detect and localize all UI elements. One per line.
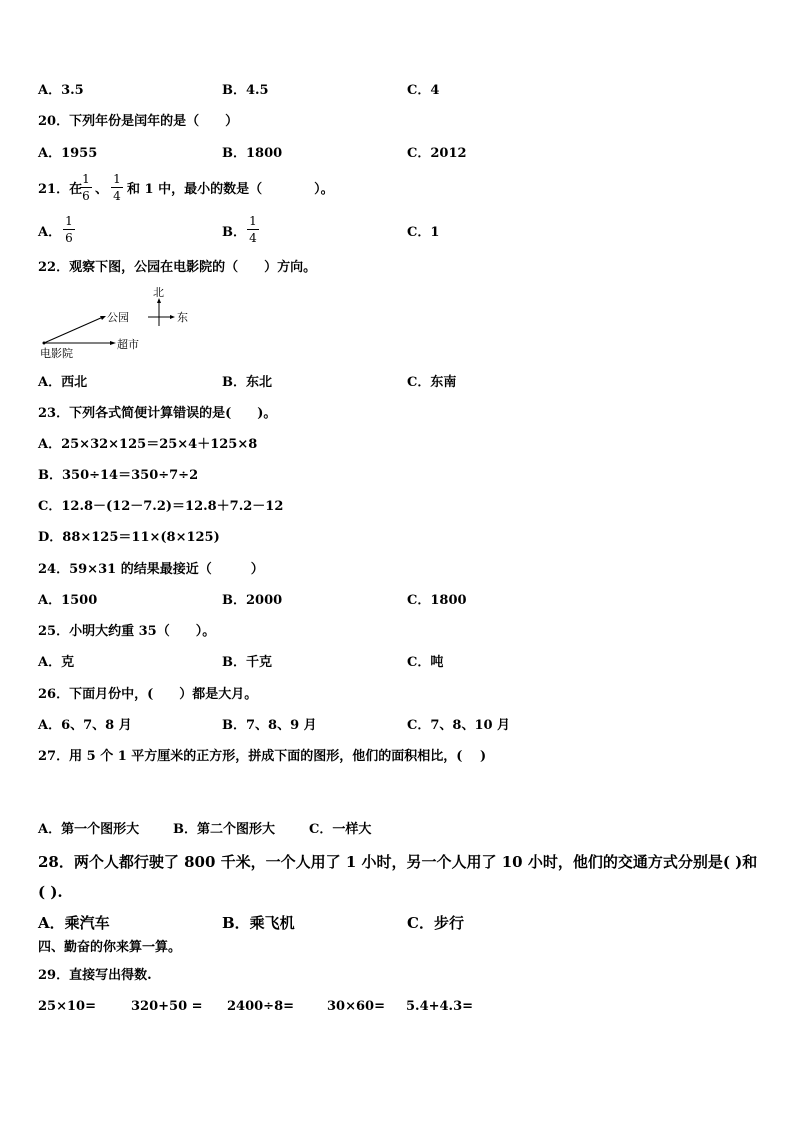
q23-option-d: D．88×125＝11×(8×125): [38, 530, 220, 545]
q27-option-c: C．一样大: [309, 822, 372, 837]
q24-option-b: B．2000: [222, 593, 283, 608]
q21-fraction-1: [80, 172, 92, 203]
q28-option-a: A．乘汽车: [38, 914, 110, 932]
q24-option-a: A．1500: [38, 593, 98, 608]
q29-item-2: 320+50 =: [131, 999, 203, 1014]
q26-option-a: A．6、7、8 月: [38, 718, 132, 733]
q21-stem-suffix: 和 1 中，最小的数是（ ）。: [127, 182, 334, 197]
q20-option-b: B．1800: [222, 146, 283, 161]
q25-stem: 25．小明大约重 35（ ）。: [38, 624, 216, 639]
q21-fraction-2: [111, 172, 123, 203]
q21-separator: 、: [95, 182, 109, 197]
q21-option-c: C．1: [407, 225, 440, 240]
q20-option-a: A．1955: [38, 146, 98, 161]
q22-direction-diagram: [36, 284, 196, 364]
q21-fraction-1-denominator: 6: [82, 189, 90, 203]
q28-option-b: B．乘飞机: [222, 914, 295, 932]
q20-option-c: C．2012: [407, 146, 467, 161]
q19-option-c: C．4: [407, 83, 440, 98]
q23-stem: 23．下列各式简便计算错误的是( )。: [38, 406, 277, 421]
q22-stem: 22．观察下图，公园在电影院的（ ）方向。: [38, 260, 317, 275]
q28-stem-line-2: ( ).: [38, 883, 63, 901]
q25-option-b: B．千克: [222, 655, 272, 670]
q21-stem-prefix: 21．在: [38, 182, 83, 197]
q20-stem: 20．下列年份是闰年的是（ ）: [38, 114, 239, 129]
market-label: 超市: [117, 338, 139, 351]
compass-east-label: 东: [177, 311, 188, 324]
q26-option-c: C．7、8、10 月: [407, 718, 511, 733]
q29-item-4: 30×60=: [327, 999, 385, 1014]
q21-fraction-2-denominator: 4: [113, 189, 121, 203]
q24-option-c: C．1800: [407, 593, 467, 608]
q21-option-a-fraction: [63, 214, 75, 245]
q22-option-b: B．东北: [222, 375, 272, 390]
q27-stem: 27．用 5 个 1 平方厘米的正方形，拼成下面的图形，他们的面积相比，( ): [38, 749, 487, 764]
q19-option-b: B．4.5: [222, 83, 269, 98]
park-label: 公园: [107, 311, 129, 324]
q25-option-a: A．克: [38, 655, 75, 670]
q21-fraction-2-numerator: 1: [111, 172, 123, 188]
q26-stem: 26．下面月份中，( ）都是大月。: [38, 687, 258, 702]
q23-option-c: C．12.8－(12－7.2)＝12.8＋7.2－12: [38, 499, 284, 514]
q23-option-a: A．25×32×125＝25×4＋125×8: [38, 437, 258, 452]
q27-option-b: B．第二个图形大: [173, 822, 275, 837]
q25-option-c: C．吨: [407, 655, 444, 670]
cinema-point: [43, 342, 46, 345]
q21-option-a-label: A．: [38, 225, 62, 240]
q29-item-1: 25×10=: [38, 999, 96, 1014]
section-4-title: 四、勤奋的你来算一算。: [38, 940, 182, 955]
q27-option-a: A．第一个图形大: [38, 822, 140, 837]
cinema-label: 电影院: [40, 347, 73, 360]
q19-option-a: A．3.5: [38, 83, 84, 98]
q21-option-a-numerator: 1: [63, 214, 75, 230]
cinema-park-line: [44, 317, 103, 343]
q21-option-b-denominator: 4: [249, 231, 257, 245]
q21-option-b-numerator: 1: [247, 214, 259, 230]
q22-option-a: A．西北: [38, 375, 88, 390]
q26-option-b: B．7、8、9 月: [222, 718, 317, 733]
q21-option-b-fraction: [247, 214, 259, 245]
q28-stem-line-1: 28．两个人都行驶了 800 千米，一个人用了 1 小时，另一个人用了 10 小时，他们的交通方式分别是( )和: [38, 853, 758, 871]
q23-option-b: B．350÷14＝350÷7÷2: [38, 468, 199, 483]
q24-stem: 24．59×31 的结果最接近（ ）: [38, 562, 264, 577]
q21-fraction-1-numerator: 1: [80, 172, 92, 188]
q29-item-3: 2400÷8=: [227, 999, 295, 1014]
market-arrow-icon: [110, 341, 116, 345]
q21-option-b-label: B．: [222, 225, 246, 240]
q28-option-c: C．步行: [407, 914, 464, 932]
q29-item-5: 5.4+4.3=: [406, 999, 474, 1014]
east-arrow-icon: [170, 315, 175, 319]
q22-option-c: C．东南: [407, 375, 457, 390]
q29-stem: 29．直接写出得数.: [38, 968, 152, 983]
q21-option-a-denominator: 6: [65, 231, 73, 245]
compass-north-label: 北: [153, 286, 164, 299]
